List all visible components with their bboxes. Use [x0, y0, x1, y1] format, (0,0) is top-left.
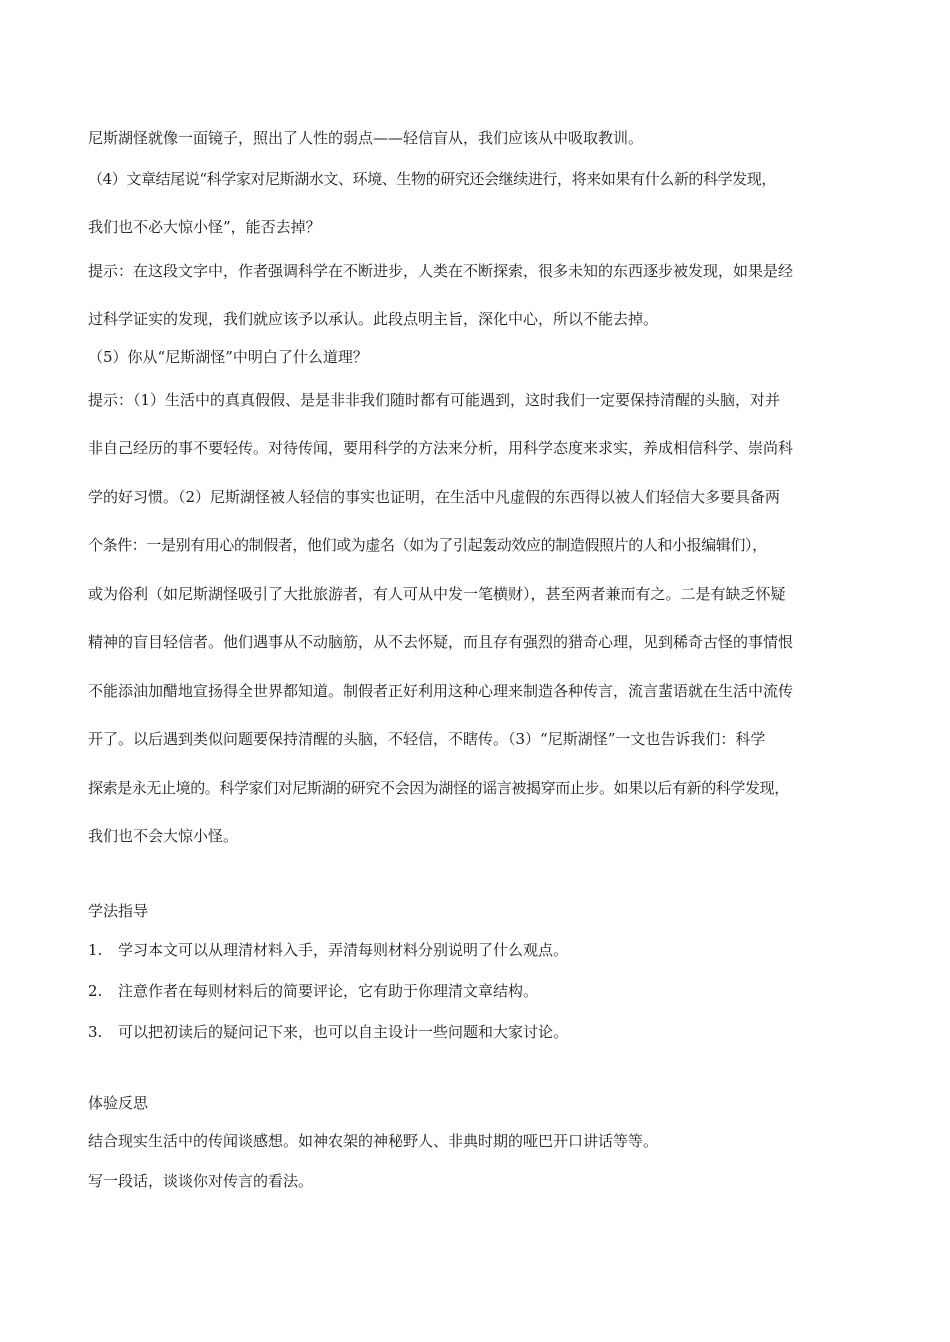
answer-5-line: 不能添油加醋地宣扬得全世界都知道。制假者正好利用这种心理来制造各种传言，流言蜚语就在生活中流传 — [88, 682, 794, 700]
item-text: 学习本文可以从理清材料入手，弄清每则材料分别说明了什么观点。 — [118, 941, 569, 959]
answer-5-line: 或为俗利（如尼斯湖怪吸引了大批旅游者，有人可从中发一笔横财），甚至两者兼而有之。二是有缺乏怀疑 — [88, 585, 786, 603]
answer-5-line: 学的好习惯。（2）尼斯湖怪被人轻信的事实也证明，在生活中凡虚假的东西得以被人们轻信大多要具备两 — [88, 488, 781, 506]
answer-5-line: 探索是永无止境的。科学家们对尼斯湖的研究不会因为湖怪的谣言被揭穿而止步。如果以后有新的科学发现， — [88, 779, 789, 797]
study-guide-item — [88, 981, 878, 1001]
study-guide-item — [88, 1022, 878, 1042]
answer-5-line: 精神的盲目轻信者。他们遇事从不动脑筋，从不去怀疑，而且存有强烈的猎奇心理，见到稀奇古怪的事情恨 — [88, 633, 794, 651]
answer-5-line: 开了。以后遇到类似问题要保持清醒的头脑，不轻信，不瞎传。（3）“尼斯湖怪”一文也告诉我们：科学 — [88, 730, 766, 748]
item-number: 1. — [88, 941, 103, 959]
answer-4-line-2: 过科学证实的发现，我们就应该予以承认。此段点明主旨，深化中心，所以不能去掉。 — [88, 310, 659, 328]
item-text: 可以把初读后的疑问记下来，也可以自主设计一些问题和大家讨论。 — [118, 1023, 569, 1041]
item-number: 3. — [88, 1023, 103, 1041]
answer-5-line: 非自己经历的事不要轻传。对待传闻，要用科学的方法来分析，用科学态度来求实，养成相信科学、崇尚科 — [88, 439, 794, 457]
item-number: 2. — [88, 982, 103, 1000]
question-5: （5）你从“尼斯湖怪”中明白了什么道理？ — [88, 348, 368, 366]
answer-5-line: 我们也不会大惊小怪。 — [88, 827, 239, 845]
answer-4-line-1: 提示：在这段文字中，作者强调科学在不断进步，人类在不断探索，很多未知的东西逐步被发现，如果是经 — [88, 262, 794, 280]
answer-5-line: 个条件：一是别有用心的制假者，他们或为虚名（如为了引起轰动效应的制造假照片的人和小报编辑们）， — [88, 536, 767, 554]
study-guide-item — [88, 940, 878, 960]
reflection-line-1: 结合现实生活中的传闻谈感想。如神农架的神秘野人、非典时期的哑巴开口讲话等等。 — [88, 1132, 659, 1150]
answer-5-line: 提示：（1）生活中的真真假假、是是非非我们随时都有可能遇到，这时我们一定要保持清醒的头脑，对并 — [88, 391, 781, 409]
answer-3-tail: 尼斯湖怪就像一面镜子，照出了人性的弱点——轻信盲从，我们应该从中吸取教训。 — [88, 129, 644, 147]
reflection-line-2: 写一段话，谈谈你对传言的看法。 — [88, 1172, 314, 1190]
question-4-line-2: 我们也不必大惊小怪”，能否去掉？ — [88, 218, 321, 236]
reflection-heading: 体验反思 — [88, 1094, 149, 1112]
question-4-line-1: （4）文章结尾说“科学家对尼斯湖水文、环境、生物的研究还会继续进行，将来如果有什么新的科学发现， — [88, 170, 777, 188]
study-guide-heading: 学法指导 — [88, 902, 149, 920]
item-text: 注意作者在每则材料后的简要评论，它有助于你理清文章结构。 — [118, 982, 539, 1000]
